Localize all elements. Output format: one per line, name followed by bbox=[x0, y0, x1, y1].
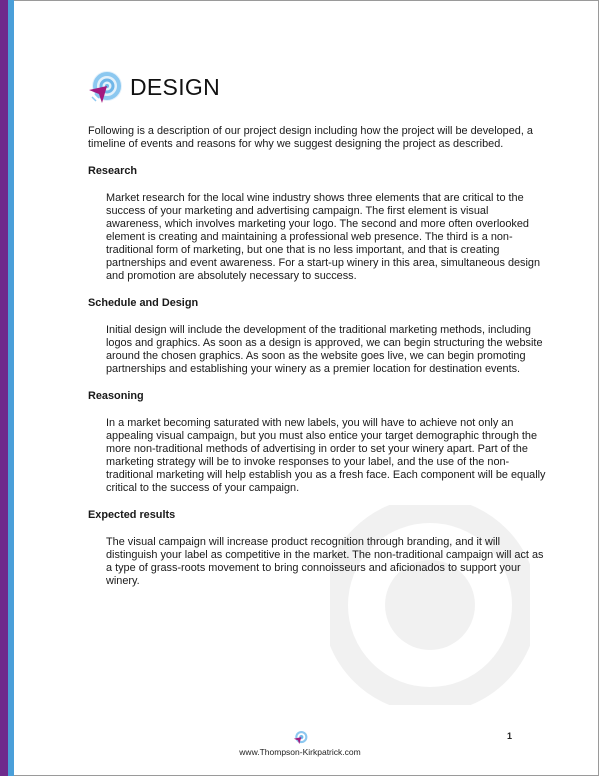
document-body bbox=[88, 125, 558, 602]
left-accent-stripe-blue bbox=[8, 0, 14, 776]
page-header bbox=[88, 68, 220, 106]
section-schedule-and-design bbox=[88, 297, 558, 376]
section-heading: Expected results bbox=[88, 509, 176, 521]
section-paragraph: Market research for the local wine industry shows three elements that are critical to the success of your marketing and advertising campaign. The first element is visual awareness, which involves marketing your logo. The second and more often overlooked element is creating and maintaining a professional web presence. The third is a non-traditional form of marketing, but one that is no less important, and that is creating partnerships and event awareness. For a start-up winery in this area, simultaneous design and promotion are absolutely necessary to success. bbox=[106, 192, 541, 282]
section-heading: Schedule and Design bbox=[88, 297, 199, 309]
section-expected-results bbox=[88, 509, 558, 588]
section-paragraph: Initial design will include the development of the traditional marketing methods, including logos and graphics. As soon as a design is approved, we can begin structuring the website around the chosen graphics. As soon as the website goes live, we can begin promoting partnerships and establishing your winery as a premier location for destination events. bbox=[106, 324, 543, 375]
section-heading: Research bbox=[88, 165, 138, 177]
left-accent-stripe-purple bbox=[0, 0, 8, 776]
page-number: 1 bbox=[507, 731, 513, 741]
section-heading: Reasoning bbox=[88, 390, 144, 402]
section-research bbox=[88, 165, 558, 283]
section-paragraph: In a market becoming saturated with new labels, you will have to achieve not only an appealing visual campaign, but you must also entice your target demographic through the more non-traditional methods of advertising in order to set your winery apart. Part of the marketing strategy will be to invoke responses to your label, and the use of the non-traditional marketing will help establish you as a fresh face. Each component will be equally critical to the success of your campaign. bbox=[106, 417, 546, 494]
intro-paragraph: Following is a description of our project design including how the project will be developed, a timeline of events and reasons for why we suggest designing the project as described. bbox=[88, 125, 533, 150]
footer-website-link[interactable]: www.Thompson-Kirkpatrick.com bbox=[239, 747, 361, 757]
section-reasoning bbox=[88, 390, 558, 495]
target-arrow-icon bbox=[88, 69, 122, 105]
footer-target-arrow-icon bbox=[293, 730, 308, 745]
page-title: DESIGN bbox=[130, 73, 220, 100]
section-paragraph: The visual campaign will increase product recognition through branding, and it will distinguish your label as competitive in the market. The non-traditional campaign will act as a type of grass-roots movement to bring connoisseurs and aficionados to support your winery. bbox=[106, 536, 544, 587]
